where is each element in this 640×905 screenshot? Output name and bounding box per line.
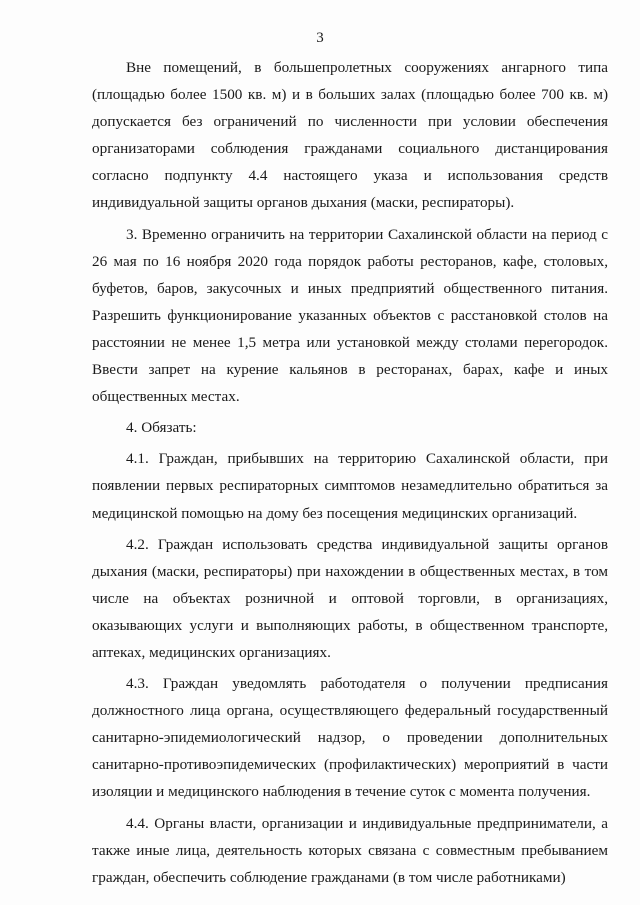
paragraph-item-4-3: 4.3. Граждан уведомлять работодателя о получении предписания должностного лица органа, осуществляющего федеральный государственный санитарно-эпидемиологический надзор, о проведении дополнительных санитарно-противоэпидемических (профилактических) мероприятий в части изоляции и медицинского наблюдения в течение суток с момента получения.: [92, 675, 608, 801]
paragraph-item-4-heading: 4. Обязать:: [126, 419, 197, 437]
page-number: 3: [316, 30, 324, 46]
paragraph-item-4-1: 4.1. Граждан, прибывших на территорию Сахалинской области, при появлении первых респираторных симптомов незамедлительно обратиться за медицинской помощью на дому без посещения медицинских организаций.: [92, 450, 608, 522]
paragraph-item-3-catering: 3. Временно ограничить на территории Сахалинской области на период с 26 мая по 16 ноября 2020 года порядок работы ресторанов, кафе, столовых, буфетов, баров, закусочных и иных предприятий общественного питания. Разрешить функционирование указанных объектов с расстановкой столов на расстоянии не менее 1,5 метра или установкой между столами перегородок. Ввести запрет на курение кальянов в ресторанах, барах, кафе и иных общественных местах.: [92, 225, 608, 406]
paragraph-outdoor-events: Вне помещений, в большепролетных сооружениях ангарного типа (площадью более 1500 кв. м) и в больших залах (площадью более 700 кв. м) допускается без ограничений по численности при условии обеспечения организаторами соблюдения гражданами социального дистанцирования согласно подпункту 4.4 настоящего указа и использования средств индивидуальной защиты органов дыхания (маски, респираторы).: [92, 59, 608, 212]
document-body: [92, 54, 608, 891]
paragraph-item-4-4: 4.4. Органы власти, организации и индивидуальные предприниматели, а также иные лица, деятельность которых связана с совместным пребыванием граждан, обеспечить соблюдение гражданами (в том числе работниками): [92, 814, 608, 886]
paragraph-item-4-2: 4.2. Граждан использовать средства индивидуальной защиты органов дыхания (маски, респираторы) при нахождении в общественных местах, в том числе на объектах розничной и оптовой торговли, в организациях, оказывающих услуги и выполняющих работы, в общественном транспорте, аптеках, медицинских организациях.: [92, 535, 608, 661]
